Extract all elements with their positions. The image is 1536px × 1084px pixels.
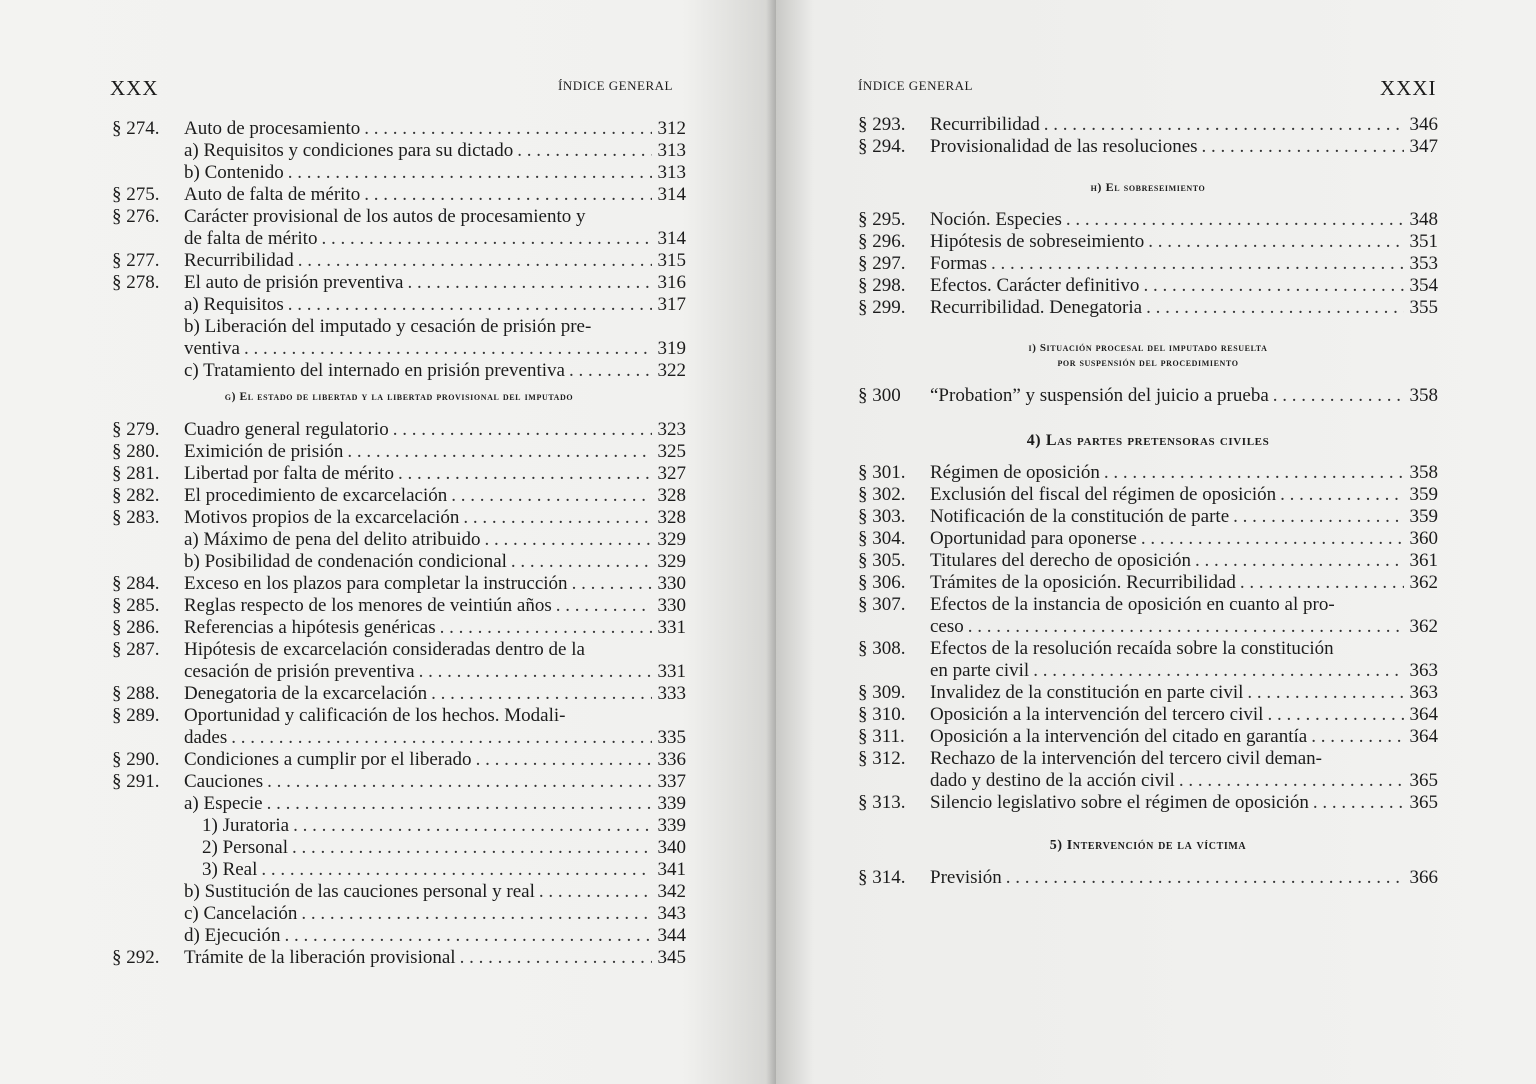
toc-leader-dots <box>288 294 652 316</box>
toc-section-number: § 313. <box>858 792 906 813</box>
section-4-heading: 4) Las partes pretensoras civiles <box>1026 432 1270 449</box>
toc-entry <box>112 250 686 272</box>
toc-entry <box>112 551 686 573</box>
toc-page-number: 330 <box>657 595 686 616</box>
toc-page-number: 328 <box>657 485 686 506</box>
toc-section-number: § 305. <box>858 550 906 571</box>
toc-entry <box>858 253 1438 275</box>
toc-entry-text: Motivos propios de la excarcelación <box>184 507 460 528</box>
toc-entry-text: cesación de prisión preventiva <box>184 661 415 682</box>
toc-leader-dots <box>393 419 652 441</box>
toc-section-number: § 284. <box>112 573 160 594</box>
toc-entry-text: Oposición a la intervención del citado en garantía <box>930 726 1308 747</box>
toc-entry-text: Trámites de la oposición. Recurribilidad <box>930 572 1236 593</box>
toc-entry-text: b) Posibilidad de condenación condicional <box>184 551 507 572</box>
toc-leader-dots <box>1195 550 1404 572</box>
section-i-heading-line2: por suspensión del procedimiento <box>1057 357 1239 369</box>
toc-page-number: 365 <box>1409 792 1438 813</box>
toc-entry <box>112 529 686 551</box>
toc-entry-text: Formas <box>930 253 987 274</box>
toc-entry <box>112 184 686 206</box>
toc-section-number: § 308. <box>858 638 906 659</box>
toc-entry-text: a) Requisitos <box>184 294 284 315</box>
toc-entry-text: “Probation” y suspensión del juicio a prueba <box>930 385 1269 406</box>
toc-section-number: § 310. <box>858 704 906 725</box>
toc-entry-text: Hipótesis de sobreseimiento <box>930 231 1145 252</box>
toc-entry-text: Invalidez de la constitución en parte civil <box>930 682 1244 703</box>
toc-entry <box>112 573 686 595</box>
toc-leader-dots <box>517 140 652 162</box>
toc-page-number: 330 <box>657 573 686 594</box>
toc-leader-dots <box>419 661 652 683</box>
toc-section-number: § 307. <box>858 594 906 615</box>
toc-entry <box>112 316 686 360</box>
toc-page-number: 362 <box>1409 572 1438 593</box>
toc-entry <box>112 947 686 969</box>
toc-entry <box>858 297 1438 319</box>
section-5-heading: 5) Intervención de la víctima <box>1049 838 1247 853</box>
toc-page-number: 339 <box>657 815 686 836</box>
toc-leader-dots <box>1066 209 1404 231</box>
toc-leader-dots <box>292 837 652 859</box>
toc-section-number: § 301. <box>858 462 906 483</box>
toc-entry <box>858 484 1438 506</box>
toc-page-number: 358 <box>1409 462 1438 483</box>
toc-leader-dots <box>347 441 652 463</box>
toc-entry-text: Recurribilidad <box>184 250 294 271</box>
toc-section-number: § 296. <box>858 231 906 252</box>
toc-section-number: § 311. <box>858 726 905 747</box>
toc-page-number: 359 <box>1409 506 1438 527</box>
toc-page-number: 366 <box>1409 867 1438 888</box>
toc-leader-dots <box>1313 792 1404 814</box>
toc-entry-text: Exceso en los plazos para completar la instrucción <box>184 573 568 594</box>
toc-entry-text: Notificación de la constitución de parte <box>930 506 1230 527</box>
toc-page-number: 313 <box>657 162 686 183</box>
right-entries-b <box>858 209 1438 319</box>
toc-leader-dots <box>285 925 652 947</box>
toc-leader-dots <box>1006 867 1404 889</box>
toc-entry-text: b) Liberación del imputado y cesación de prisión pre- <box>184 316 592 337</box>
toc-page-number: 364 <box>1409 704 1438 725</box>
toc-entry <box>858 704 1438 726</box>
toc-leader-dots <box>231 727 652 749</box>
toc-entry <box>858 506 1438 528</box>
toc-leader-dots <box>1267 704 1404 726</box>
toc-entry <box>112 441 686 463</box>
toc-entry <box>112 595 686 617</box>
toc-page-number: 335 <box>657 727 686 748</box>
toc-section-number: § 277. <box>112 250 160 271</box>
toc-page-number: 342 <box>657 881 686 902</box>
toc-entry <box>858 572 1438 594</box>
toc-section-number: § 278. <box>112 272 160 293</box>
toc-page-number: 327 <box>657 463 686 484</box>
toc-leader-dots <box>460 947 652 969</box>
toc-entry <box>112 485 686 507</box>
right-page-number: XXXI <box>1380 76 1437 100</box>
toc-section-number: § 281. <box>112 463 160 484</box>
section-h-heading: h) El sobreseimiento <box>1090 180 1206 194</box>
toc-entry-text: ceso <box>930 616 964 637</box>
toc-leader-dots <box>398 463 652 485</box>
toc-entry <box>112 859 686 881</box>
toc-entry <box>858 231 1438 253</box>
toc-leader-dots <box>364 118 652 140</box>
toc-page-number: 347 <box>1409 136 1438 157</box>
toc-section-number: § 282. <box>112 485 160 506</box>
toc-leader-dots <box>451 485 652 507</box>
toc-section-number: § 291. <box>112 771 160 792</box>
toc-entry-text: Trámite de la liberación provisional <box>184 947 456 968</box>
toc-leader-dots <box>485 529 652 551</box>
toc-entry <box>858 594 1438 638</box>
toc-entry <box>112 419 686 441</box>
toc-entry <box>112 749 686 771</box>
toc-leader-dots <box>572 573 652 595</box>
toc-entry <box>858 385 1438 407</box>
left-page-number: XXX <box>110 76 159 100</box>
toc-page-number: 365 <box>1409 770 1438 791</box>
toc-section-number: § 287. <box>112 639 160 660</box>
toc-entry-text: Auto de procesamiento <box>184 118 361 139</box>
toc-page-number: 312 <box>657 118 686 139</box>
toc-entry-text: Carácter provisional de los autos de procesamiento y <box>184 206 586 227</box>
toc-entry-text: ventiva <box>184 338 240 359</box>
toc-section-number: § 275. <box>112 184 160 205</box>
toc-leader-dots <box>539 881 652 903</box>
toc-leader-dots <box>1033 660 1404 682</box>
toc-entry <box>112 162 686 184</box>
toc-page-number: 358 <box>1409 385 1438 406</box>
toc-section-number: § 283. <box>112 507 160 528</box>
toc-leader-dots <box>267 793 652 815</box>
toc-entry-text: Cauciones <box>184 771 264 792</box>
toc-page-number: 353 <box>1409 253 1438 274</box>
toc-page-number: 337 <box>657 771 686 792</box>
toc-entry <box>112 925 686 947</box>
toc-leader-dots <box>556 595 652 617</box>
toc-section-number: § 276. <box>112 206 160 227</box>
toc-page-number: 336 <box>657 749 686 770</box>
toc-leader-dots <box>1240 572 1404 594</box>
toc-page-number: 345 <box>657 947 686 968</box>
toc-entry <box>858 462 1438 484</box>
toc-entry-text: Provisionalidad de las resoluciones <box>930 136 1198 157</box>
toc-leader-dots <box>991 253 1404 275</box>
toc-entry-text: Reglas respecto de los menores de veintiún años <box>184 595 552 616</box>
toc-entry-text: en parte civil <box>930 660 1030 681</box>
toc-page-number: 315 <box>657 250 686 271</box>
toc-section-number: § 288. <box>112 683 160 704</box>
toc-entry-text: Efectos de la instancia de oposición en cuanto al pro- <box>930 594 1335 615</box>
toc-entry-text: 3) Real <box>202 859 258 880</box>
toc-section-number: § 295. <box>858 209 906 230</box>
toc-leader-dots <box>569 360 652 382</box>
toc-page-number: 360 <box>1409 528 1438 549</box>
left-entries-b <box>112 419 686 969</box>
toc-page-number: 314 <box>657 184 686 205</box>
toc-section-number: § 309. <box>858 682 906 703</box>
right-entries-a <box>858 114 1438 158</box>
toc-entry-text: Titulares del derecho de oposición <box>930 550 1192 571</box>
right-entries-e <box>858 867 1438 889</box>
toc-section-number: § 290. <box>112 749 160 770</box>
toc-leader-dots <box>476 749 652 771</box>
toc-page-number: 319 <box>657 338 686 359</box>
toc-page-number: 329 <box>657 529 686 550</box>
toc-page-number: 323 <box>657 419 686 440</box>
toc-entry <box>858 136 1438 158</box>
toc-entry-text: dades <box>184 727 228 748</box>
toc-entry <box>858 638 1438 682</box>
toc-section-number: § 304. <box>858 528 906 549</box>
toc-entry <box>858 550 1438 572</box>
toc-section-number: § 289. <box>112 705 160 726</box>
toc-leader-dots <box>1311 726 1404 748</box>
toc-entry-text: El auto de prisión preventiva <box>184 272 404 293</box>
toc-entry-text: Oportunidad para oponerse <box>930 528 1137 549</box>
toc-leader-dots <box>1247 682 1404 704</box>
toc-page-number: 341 <box>657 859 686 880</box>
toc-entry-text: Cuadro general regulatorio <box>184 419 389 440</box>
toc-entry <box>112 683 686 705</box>
toc-page-number: 340 <box>657 837 686 858</box>
toc-entry-text: Efectos de la resolución recaída sobre la constitución <box>930 638 1334 659</box>
toc-entry <box>112 507 686 529</box>
toc-entry <box>112 206 686 250</box>
toc-entry <box>112 771 686 793</box>
toc-leader-dots <box>321 228 652 250</box>
toc-leader-dots <box>1280 484 1404 506</box>
toc-section-number: § 292. <box>112 947 160 968</box>
toc-entry-text: Noción. Especies <box>930 209 1062 230</box>
toc-entry-text: c) Cancelación <box>184 903 298 924</box>
toc-entry-text: Oportunidad y calificación de los hechos. Modali- <box>184 705 566 726</box>
toc-page-number: 333 <box>657 683 686 704</box>
toc-page-number: 363 <box>1409 682 1438 703</box>
toc-entry-text: Libertad por falta de mérito <box>184 463 394 484</box>
toc-page-number: 346 <box>1409 114 1438 135</box>
toc-entry <box>858 209 1438 231</box>
toc-leader-dots <box>267 771 652 793</box>
toc-section-number: § 300 <box>858 385 901 406</box>
toc-page-number: 348 <box>1409 209 1438 230</box>
toc-leader-dots <box>408 272 653 294</box>
toc-entry-text: c) Tratamiento del internado en prisión preventiva <box>184 360 565 381</box>
toc-leader-dots <box>1146 297 1404 319</box>
toc-page-number: 343 <box>657 903 686 924</box>
right-entries-c <box>858 385 1438 407</box>
toc-page-number: 331 <box>657 661 686 682</box>
toc-entry-text: a) Especie <box>184 793 263 814</box>
toc-entry-text: b) Sustitución de las cauciones personal y real <box>184 881 535 902</box>
toc-leader-dots <box>364 184 652 206</box>
toc-page-number: 322 <box>657 360 686 381</box>
toc-section-number: § 302. <box>858 484 906 505</box>
toc-entry <box>112 360 686 382</box>
toc-entry <box>858 748 1438 792</box>
toc-entry-text: b) Contenido <box>184 162 284 183</box>
right-toc <box>858 114 1438 889</box>
toc-section-number: § 286. <box>112 617 160 638</box>
toc-entry-text: Previsión <box>930 867 1002 888</box>
toc-entry <box>112 617 686 639</box>
toc-leader-dots <box>440 617 652 639</box>
toc-entry-text: Hipótesis de excarcelación consideradas dentro de la <box>184 639 585 660</box>
toc-page-number: 354 <box>1409 275 1438 296</box>
toc-entry <box>858 528 1438 550</box>
toc-page-number: 344 <box>657 925 686 946</box>
toc-section-number: § 306. <box>858 572 906 593</box>
toc-entry <box>112 815 686 837</box>
toc-page-number: 329 <box>657 551 686 572</box>
toc-entry-text: Silencio legislativo sobre el régimen de oposición <box>930 792 1309 813</box>
toc-entry-text: de falta de mérito <box>184 228 318 249</box>
toc-page-number: 331 <box>657 617 686 638</box>
toc-entry-text: 2) Personal <box>202 837 289 858</box>
toc-entry <box>112 705 686 749</box>
toc-page-number: 317 <box>657 294 686 315</box>
toc-page-number: 362 <box>1409 616 1438 637</box>
toc-page-number: 355 <box>1409 297 1438 318</box>
toc-section-number: § 298. <box>858 275 906 296</box>
toc-entry-text: Auto de falta de mérito <box>184 184 361 205</box>
right-running-title: ÍNDICE GENERAL <box>858 78 973 93</box>
left-running-title: ÍNDICE GENERAL <box>558 78 673 93</box>
toc-leader-dots <box>968 616 1404 638</box>
toc-entry-text: Condiciones a cumplir por el liberado <box>184 749 472 770</box>
toc-leader-dots <box>293 815 652 837</box>
section-g-heading: g) El estado de libertad y la libertad provisional del imputado <box>224 391 574 403</box>
toc-page-number: 314 <box>657 228 686 249</box>
toc-entry <box>858 114 1438 136</box>
toc-section-number: § 312. <box>858 748 906 769</box>
toc-entry-text: Recurribilidad <box>930 114 1040 135</box>
toc-page-number: 359 <box>1409 484 1438 505</box>
toc-section-number: § 293. <box>858 114 906 135</box>
toc-entry <box>112 903 686 925</box>
toc-leader-dots <box>298 250 652 272</box>
toc-leader-dots <box>463 507 652 529</box>
toc-entry-text: Recurribilidad. Denegatoria <box>930 297 1143 318</box>
toc-page-number: 363 <box>1409 660 1438 681</box>
toc-entry <box>858 726 1438 748</box>
toc-leader-dots <box>1148 231 1404 253</box>
toc-entry-text: El procedimiento de excarcelación <box>184 485 448 506</box>
toc-entry-text: a) Requisitos y condiciones para su dictado <box>184 140 514 161</box>
toc-page-number: 313 <box>657 140 686 161</box>
toc-leader-dots <box>1141 528 1404 550</box>
toc-page-number: 361 <box>1409 550 1438 571</box>
toc-page-number: 364 <box>1409 726 1438 747</box>
toc-entry <box>112 272 686 294</box>
toc-entry <box>858 792 1438 814</box>
toc-entry-text: Eximición de prisión <box>184 441 344 462</box>
toc-leader-dots <box>1179 770 1404 792</box>
toc-entry-text: Exclusión del fiscal del régimen de oposición <box>930 484 1277 505</box>
toc-section-number: § 274. <box>112 118 160 139</box>
toc-leader-dots <box>301 903 652 925</box>
toc-leader-dots <box>261 859 652 881</box>
toc-entry-text: Denegatoria de la excarcelación <box>184 683 428 704</box>
toc-entry <box>112 294 686 316</box>
toc-section-number: § 280. <box>112 441 160 462</box>
toc-section-number: § 285. <box>112 595 160 616</box>
toc-leader-dots <box>288 162 652 184</box>
toc-page-number: 316 <box>657 272 686 293</box>
toc-entry <box>112 463 686 485</box>
toc-section-number: § 299. <box>858 297 906 318</box>
section-i-heading-line1: i) Situación procesal del imputado resuelta <box>1028 342 1268 354</box>
toc-leader-dots <box>1143 275 1404 297</box>
toc-leader-dots <box>511 551 652 573</box>
toc-section-number: § 279. <box>112 419 160 440</box>
toc-entry <box>112 118 686 140</box>
toc-entry-text: Oposición a la intervención del tercero civil <box>930 704 1264 725</box>
toc-entry <box>112 140 686 162</box>
toc-leader-dots <box>1104 462 1404 484</box>
toc-page-number: 351 <box>1409 231 1438 252</box>
toc-section-number: § 303. <box>858 506 906 527</box>
toc-leader-dots <box>1273 385 1404 407</box>
toc-entry-text: 1) Juratoria <box>202 815 290 836</box>
toc-leader-dots <box>1044 114 1404 136</box>
toc-entry <box>858 682 1438 704</box>
toc-section-number: § 294. <box>858 136 906 157</box>
toc-page-number: 339 <box>657 793 686 814</box>
toc-page-number: 325 <box>657 441 686 462</box>
left-entries-a <box>112 118 686 382</box>
toc-entry <box>112 639 686 683</box>
left-toc <box>112 118 686 969</box>
toc-entry-text: Rechazo de la intervención del tercero civil deman- <box>930 748 1322 769</box>
toc-section-number: § 314. <box>858 867 906 888</box>
toc-entry <box>112 837 686 859</box>
right-entries-d <box>858 462 1438 814</box>
toc-entry-text: a) Máximo de pena del delito atribuido <box>184 529 481 550</box>
toc-page-number: 328 <box>657 507 686 528</box>
toc-entry-text: dado y destino de la acción civil <box>930 770 1175 791</box>
toc-entry-text: d) Ejecución <box>184 925 281 946</box>
toc-entry <box>858 867 1438 889</box>
toc-leader-dots <box>244 338 652 360</box>
toc-section-number: § 297. <box>858 253 906 274</box>
toc-entry <box>112 793 686 815</box>
toc-leader-dots <box>431 683 652 705</box>
toc-leader-dots <box>1233 506 1404 528</box>
toc-entry-text: Régimen de oposición <box>930 462 1100 483</box>
toc-entry-text: Referencias a hipótesis genéricas <box>184 617 436 638</box>
toc-entry <box>112 881 686 903</box>
toc-entry-text: Efectos. Carácter definitivo <box>930 275 1140 296</box>
toc-entry <box>858 275 1438 297</box>
toc-leader-dots <box>1202 136 1404 158</box>
